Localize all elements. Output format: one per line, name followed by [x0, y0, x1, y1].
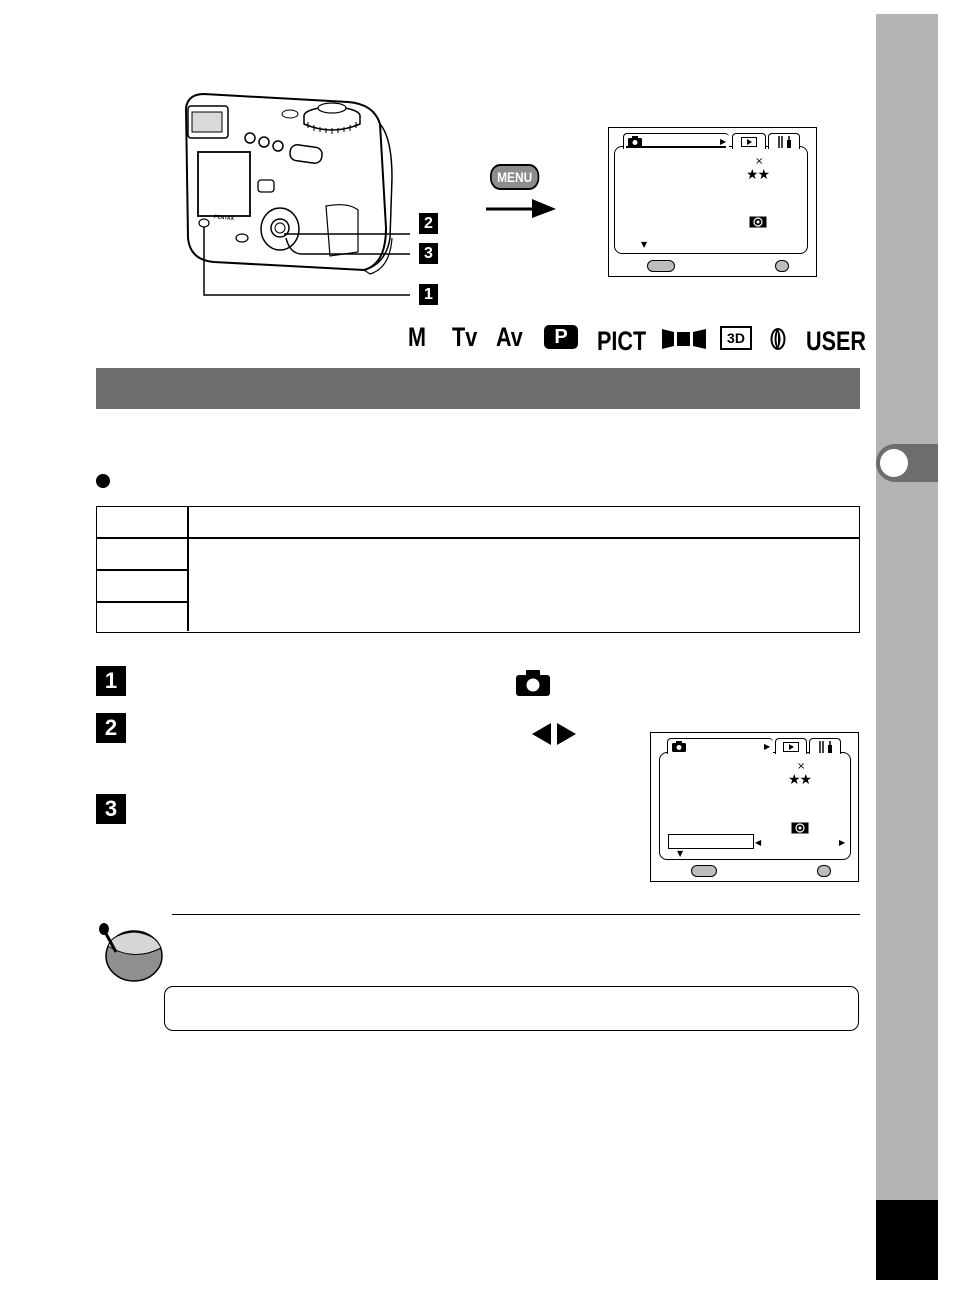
metering-icon — [749, 216, 767, 228]
lcd-screen-rec-menu — [608, 127, 817, 277]
mode-av-icon: Av — [496, 322, 523, 352]
table-header-divider — [97, 537, 859, 539]
camera-brand-label: PENTAX — [213, 214, 235, 223]
playback-icon — [783, 742, 799, 752]
lcd-ok-button-icon — [775, 260, 789, 272]
value-right-arrow-icon: ▶ — [839, 838, 846, 847]
left-right-arrows-icon — [532, 723, 576, 745]
quality-stars-icon: ★★ — [788, 772, 812, 788]
wrench-icon — [818, 741, 834, 753]
lcd-tab-playback — [732, 133, 766, 149]
lcd-menu-frame — [614, 146, 808, 254]
section-heading-bar — [96, 368, 860, 409]
lcd-tab-setup — [809, 738, 841, 754]
lcd-x-mark: × — [755, 156, 764, 167]
wrench-icon — [777, 136, 793, 148]
mode-pict-icon: PICT — [597, 326, 647, 356]
step-3-badge: 3 — [96, 794, 126, 824]
panorama-mode-icon — [662, 329, 706, 349]
mode-user-icon: USER — [806, 326, 867, 356]
memo-pin-icon — [94, 922, 164, 984]
camera-icon — [516, 670, 550, 696]
camera-illustration — [178, 88, 448, 310]
settings-table — [96, 506, 860, 633]
camera-icon — [672, 741, 686, 752]
selected-item-highlight — [668, 834, 754, 849]
chapter-side-tab — [876, 14, 938, 1280]
mode-tv-icon: Tv — [452, 322, 478, 352]
lcd-x-mark: × — [797, 761, 806, 772]
menu-button-icon: MENU — [490, 164, 539, 190]
bullet-icon — [96, 474, 110, 488]
callout-2: 2 — [419, 213, 438, 234]
callout-3: 3 — [419, 243, 438, 264]
lcd-menu-button-icon — [647, 260, 675, 272]
lcd-screen-setting-selected — [650, 732, 859, 882]
mode-p-icon: P — [544, 325, 578, 349]
arrow-right-icon — [484, 196, 560, 220]
scroll-down-icon: ▼ — [641, 240, 648, 249]
step-1-badge: 1 — [96, 666, 126, 696]
step-2-badge: 2 — [96, 713, 126, 743]
memo-divider — [172, 914, 860, 915]
mode-m-icon: M — [408, 322, 426, 352]
lcd-menu-button-icon — [691, 865, 717, 877]
reference-box — [164, 986, 859, 1031]
scroll-down-icon: ▼ — [677, 849, 684, 858]
page-number-block — [876, 1200, 938, 1280]
lcd-tab-setup — [768, 133, 800, 149]
metering-icon — [791, 822, 809, 834]
available-modes-row — [408, 322, 867, 358]
quality-stars-icon: ★★ — [746, 167, 770, 183]
lcd-tab-playback — [775, 738, 807, 754]
lcd-ok-button-icon — [817, 865, 831, 877]
playback-icon — [741, 137, 757, 147]
tab-arrow-icon: ▶ — [764, 742, 771, 751]
digital-filter-mode-icon — [770, 328, 786, 350]
callout-1: 1 — [419, 284, 438, 305]
chapter-indicator-dot — [880, 449, 908, 477]
mode-3d-icon: 3D — [720, 326, 752, 350]
value-left-arrow-icon: ◀ — [755, 838, 762, 847]
lcd-tab-rec — [667, 738, 773, 754]
tab-arrow-icon: ▶ — [720, 137, 727, 146]
